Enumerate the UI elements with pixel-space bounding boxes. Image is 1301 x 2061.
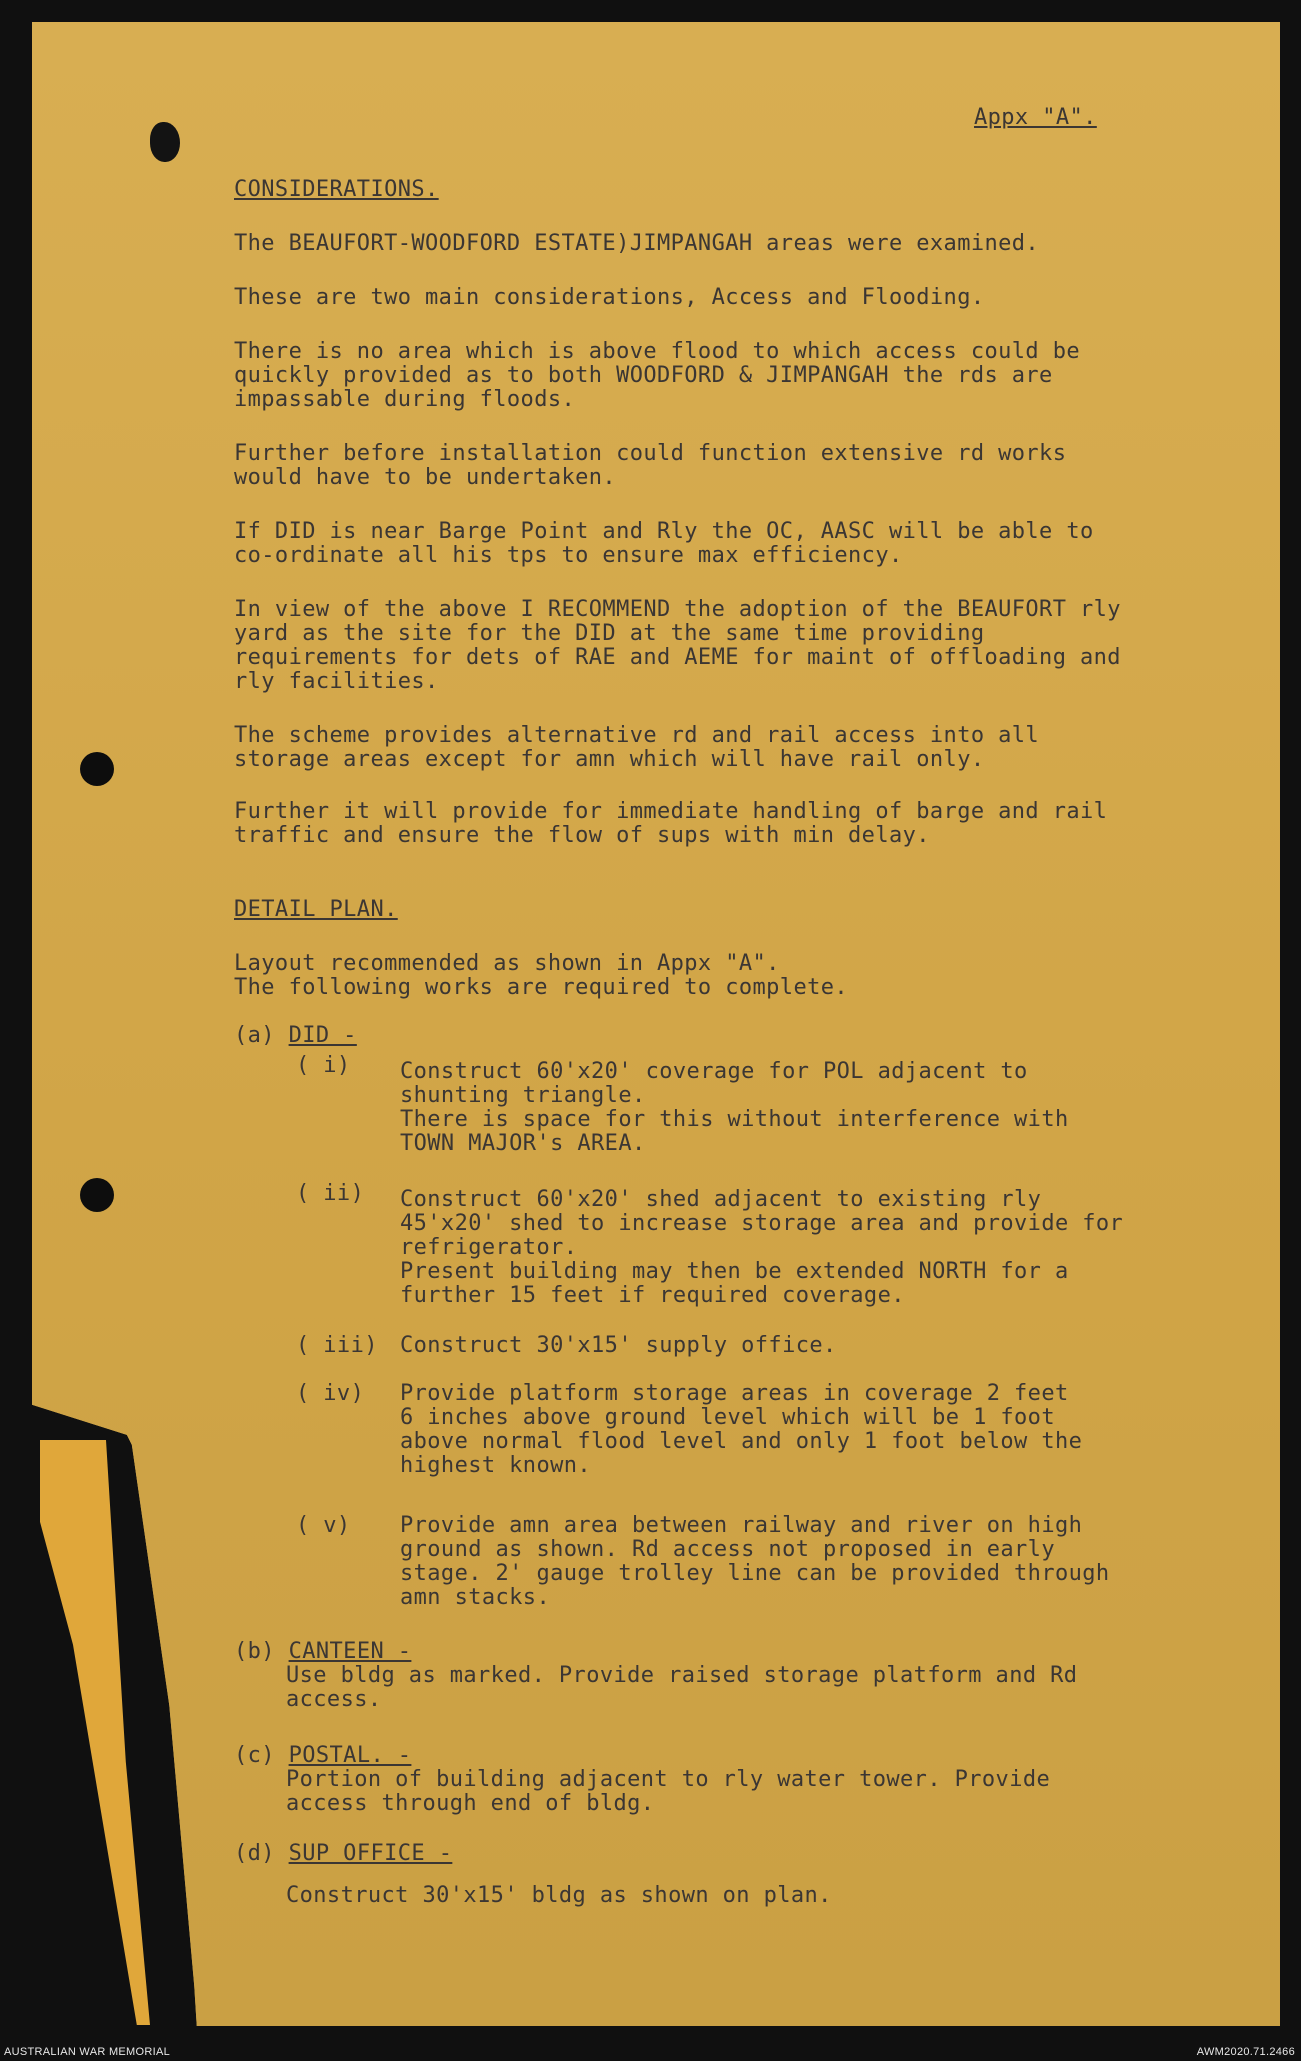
text-line: quickly provided as to both WOODFORD & JIMPANGAH the rds are [234, 363, 1053, 388]
document-page [32, 22, 1280, 2026]
text-line: ground as shown. Rd access not proposed in early [400, 1537, 1055, 1562]
section-letter: (c) [234, 1743, 275, 1768]
text-line: Portion of building adjacent to rly water tower. Provide [286, 1767, 1051, 1792]
did-item-iii [400, 1334, 837, 1358]
considerations-para-4 [234, 442, 1066, 490]
section-c-body [286, 1768, 1050, 1816]
text-line: amn stacks. [400, 1585, 551, 1610]
considerations-para-6 [234, 598, 1121, 694]
considerations-para-7 [234, 724, 1039, 772]
text-line: Construct 30'x15' supply office. [400, 1333, 837, 1358]
considerations-para-5 [234, 520, 1094, 568]
text-line: refrigerator. [400, 1235, 578, 1260]
did-item-num: ( i) [296, 1053, 351, 1078]
text-line: access through end of bldg. [286, 1791, 655, 1816]
text-line: stage. 2' gauge trolley line can be provided through [400, 1561, 1110, 1586]
text-line: yard as the site for the DID at the same time providing [234, 621, 985, 646]
text-line: storage areas except for amn which will have rail only. [234, 747, 985, 772]
folded-paper-flap [40, 1440, 150, 2025]
text-line: There is no area which is above flood to which access could be [234, 339, 1080, 364]
text-line: Further before installation could function extensive rd works [234, 441, 1067, 466]
did-item-v [400, 1514, 1110, 1610]
section-letter: (a) [234, 1023, 275, 1048]
considerations-para-8 [234, 800, 1107, 848]
section-letter: (d) [234, 1841, 275, 1866]
footer-accession-number: AWM2020.71.2466 [1196, 2046, 1295, 2058]
text-line: impassable during floods. [234, 387, 576, 412]
section-d-header [234, 1842, 452, 1866]
punch-hole-bottom [80, 1178, 114, 1212]
text-line: above normal flood level and only 1 foot below the [400, 1429, 1083, 1454]
text-line: 6 inches above ground level which will be 1 foot [400, 1405, 1055, 1430]
torn-nick [150, 122, 180, 162]
section-letter: (b) [234, 1639, 275, 1664]
text-line: These are two main considerations, Access and Flooding. [234, 285, 985, 310]
text-line: Provide amn area between railway and river on high [400, 1513, 1083, 1538]
text-line: further 15 feet if required coverage. [400, 1283, 905, 1308]
section-d-body [286, 1884, 832, 1908]
text-line: rly facilities. [234, 669, 439, 694]
section-label: POSTAL. - [288, 1743, 412, 1768]
section-label: DID - [288, 1023, 357, 1048]
text-line: shunting triangle. [400, 1083, 646, 1108]
text-line: requirements for dets of RAE and AEME for maint of offloading and [234, 645, 1121, 670]
text-line: Layout recommended as shown in Appx "A". [234, 951, 780, 976]
punch-hole-top [80, 752, 114, 786]
text-line: If DID is near Barge Point and Rly the OC, AASC will be able to [234, 519, 1094, 544]
text-line: access. [286, 1687, 382, 1712]
did-item-i [400, 1060, 1069, 1156]
text-line: In view of the above I RECOMMEND the adoption of the BEAUFORT rly [234, 597, 1121, 622]
footer-credit: AUSTRALIAN WAR MEMORIAL [4, 2046, 171, 2058]
did-item-num: ( v) [296, 1513, 351, 1538]
detail-plan-intro [234, 952, 848, 1000]
text-line: co-ordinate all his tps to ensure max efficiency. [234, 543, 903, 568]
section-label: SUP OFFICE - [288, 1841, 453, 1866]
detail-plan-heading: DETAIL PLAN. [234, 897, 398, 922]
section-label: CANTEEN - [288, 1639, 412, 1664]
text-line: The scheme provides alternative rd and rail access into all [234, 723, 1040, 748]
text-line: Construct 60'x20' shed adjacent to existing rly [400, 1187, 1042, 1212]
appendix-reference: Appx "A". [974, 105, 1097, 130]
did-item-iv [400, 1382, 1082, 1478]
text-line: Construct 30'x15' bldg as shown on plan. [286, 1883, 832, 1908]
considerations-para-2 [234, 286, 984, 310]
considerations-para-1 [234, 232, 1039, 256]
text-line: traffic and ensure the flow of sups with min delay. [234, 823, 930, 848]
text-line: would have to be undertaken. [234, 465, 617, 490]
text-line: Construct 60'x20' coverage for POL adjacent to [400, 1059, 1028, 1084]
did-item-ii [400, 1188, 1123, 1308]
section-b-body [286, 1664, 1077, 1712]
text-line: 45'x20' shed to increase storage area and provide for [400, 1211, 1124, 1236]
text-line: Provide platform storage areas in coverage 2 feet [400, 1381, 1069, 1406]
text-line: The BEAUFORT-WOODFORD ESTATE)JIMPANGAH areas were examined. [234, 231, 1040, 256]
considerations-para-3 [234, 340, 1080, 412]
section-b-header [234, 1640, 411, 1664]
did-item-num: ( ii) [296, 1181, 365, 1206]
text-line: highest known. [400, 1453, 592, 1478]
text-line: Use bldg as marked. Provide raised storage platform and Rd [286, 1663, 1078, 1688]
did-item-num: ( iv) [296, 1381, 365, 1406]
text-line: TOWN MAJOR's AREA. [400, 1131, 646, 1156]
section-c-header [234, 1744, 411, 1768]
text-line: Present building may then be extended NORTH for a [400, 1259, 1069, 1284]
text-line: The following works are required to complete. [234, 975, 849, 1000]
section-a-header [234, 1024, 357, 1048]
text-line: Further it will provide for immediate handling of barge and rail [234, 799, 1108, 824]
considerations-heading: CONSIDERATIONS. [234, 177, 439, 202]
text-line: There is space for this without interference with [400, 1107, 1069, 1132]
did-item-num: ( iii) [296, 1333, 378, 1358]
